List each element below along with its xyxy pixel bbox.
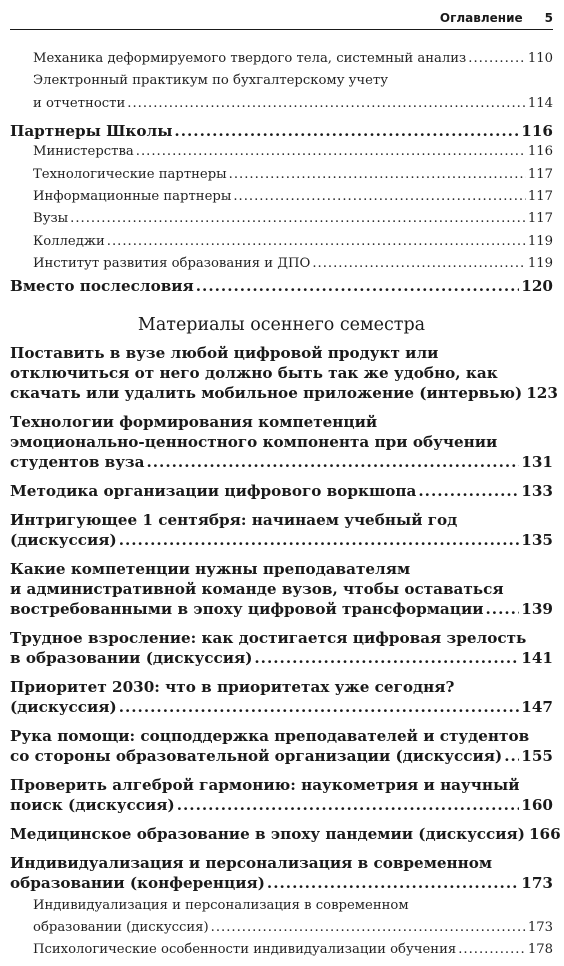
toc-entry[interactable] [10,628,553,668]
toc-entry-page-number: 116 [521,122,553,141]
toc-entry[interactable] [10,481,553,501]
toc-entry-title-line: Министерства [33,144,134,160]
toc-entry[interactable] [10,895,553,940]
dot-leader [458,939,526,961]
toc-entry-title-line: Электронный практикум по бухгалтерскому учету [33,73,388,89]
toc-entry[interactable] [10,70,553,115]
toc-entry-page-number: 139 [521,599,553,618]
toc-entry-title-line: Рука помощи: соцподдержка преподавателей и студентов [10,726,530,745]
dot-leader [119,530,520,550]
dot-leader [254,648,519,668]
toc-entry-page-number: 117 [527,189,553,205]
toc-entry[interactable] [10,853,553,893]
toc-entry-title-line: Интригующее 1 сентября: начинаем учебный год [10,510,458,529]
toc-entry-last-line [10,276,553,296]
toc-entry-page-number: 116 [527,144,553,160]
toc-entry-last-line [10,121,553,141]
toc-entry-title-line: в образовании (дискуссия) [10,648,253,667]
toc-entry-title-line: (дискуссия) [10,697,117,716]
dot-leader [267,873,519,893]
toc-entry-last-line [10,824,561,844]
toc-entry-last-line [10,697,553,717]
toc-entry-title-line: Поставить в вузе любой цифровой продукт или [10,343,439,362]
section-heading: Материалы осеннего семестра [137,314,426,335]
dot-leader [107,231,526,253]
toc-entry-title-line: отключиться от него должно быть так же удобно, как [10,363,498,382]
running-header [10,0,553,30]
toc-entry-last-line [33,186,553,208]
toc-entry-page-number: 117 [527,166,553,182]
toc-entry-last-line [33,917,553,939]
toc-entry[interactable] [10,231,553,253]
toc-entry-last-line [33,48,553,70]
toc-entry-last-line [33,164,553,186]
toc-entry-last-line [10,648,553,668]
toc-entry[interactable] [10,559,553,619]
toc-entry-page-number: 119 [527,256,553,272]
toc-entry-title-line: Проверить алгеброй гармонию: наукометрия и научный [10,775,520,794]
toc-entry-title-line: эмоционально-ценностного компонента при обучении [10,432,498,451]
toc-entry-last-line [33,231,553,253]
toc-entry-page-number: 123 [526,383,558,402]
toc-entry-page-number: 173 [527,920,553,936]
dot-leader [177,795,520,815]
toc-entry-title-line: Технологические партнеры [33,166,227,182]
toc-entry-title-line: со стороны образовательной организации (дискуссия) [10,746,503,765]
toc-entry[interactable] [10,141,553,163]
dot-leader [127,93,526,115]
table-of-contents [10,48,561,962]
toc-top-group [10,48,553,296]
toc-entry[interactable] [10,824,561,844]
toc-entry-last-line [10,795,553,815]
toc-entry[interactable] [10,677,553,717]
dot-leader [468,48,526,70]
dot-leader [196,276,520,296]
toc-entry-title-line: Индивидуализация и персонализация в современном [33,897,409,913]
toc-entry[interactable] [10,121,553,141]
toc-entry-page-number: 155 [521,746,553,765]
toc-entry-page-number: 147 [521,697,553,716]
toc-entry[interactable] [10,186,553,208]
toc-entry-page-number: 110 [527,51,553,66]
toc-entry-last-line [10,452,553,472]
toc-entry-page-number: 117 [527,211,553,227]
toc-entry[interactable] [10,510,553,550]
dot-leader [504,746,519,766]
toc-entry-page-number: 178 [527,942,553,958]
dot-leader [229,164,526,186]
dot-leader [233,186,526,208]
dot-leader [174,121,519,141]
dot-leader [136,141,526,163]
header-page-number: 5 [544,11,553,25]
toc-entry-page-number: 166 [528,824,561,843]
toc-entry-title-line: Механика деформируемого твердого тела, системный анализ [33,51,467,66]
toc-entry-title-line: Партнеры Школы [10,122,173,141]
dot-leader [146,452,519,472]
toc-entry-last-line [10,599,553,619]
header-section-title: Оглавление [439,11,523,25]
toc-entry[interactable] [10,253,553,275]
toc-entry-last-line [33,253,553,275]
toc-entry-title-line: и отчетности [33,95,126,111]
toc-entry-page-number: 119 [527,233,553,249]
toc-entry[interactable] [10,939,553,961]
toc-entry-page-number: 135 [521,530,553,549]
dot-leader [312,253,526,275]
toc-entry-last-line [10,530,553,550]
toc-entry-title-line: образовании (конференция) [10,873,265,892]
toc-entry-title-line: Колледжи [33,233,105,249]
toc-entry-page-number: 120 [521,276,553,295]
toc-entry-title-line: Методика организации цифрового воркшопа [10,481,417,500]
dot-leader [211,917,526,939]
dot-leader [486,599,520,619]
toc-entry-title-line: Информационные партнеры [33,189,232,205]
toc-entry-title-line: Какие компетенции нужны преподавателям [10,559,411,578]
toc-entry-last-line [10,746,553,766]
toc-entry[interactable] [10,48,553,70]
toc-entry[interactable] [10,412,553,472]
toc-entry[interactable] [10,164,553,186]
toc-entry-page-number: 160 [521,795,553,814]
toc-entry[interactable] [10,775,553,815]
toc-entry-page-number: 173 [521,873,553,892]
toc-entry-title-line: образовании (дискуссия) [33,920,209,936]
toc-entry-title-line: Индивидуализация и персонализация в современном [10,853,493,872]
toc-entry[interactable] [10,276,553,296]
toc-entry-title-line: и административной команде вузов, чтобы оставаться [10,579,504,598]
toc-entry-last-line [33,208,553,230]
toc-entry-last-line [10,481,553,501]
dot-leader [119,697,520,717]
toc-entry-title-line: Психологические особенности индивидуализации обучения [33,942,457,958]
toc-entry-page-number: 114 [527,95,553,111]
toc-entry-title-line: студентов вуза [10,452,145,471]
toc-entry-title-line: Вместо послесловия [10,276,194,295]
toc-entry[interactable] [10,343,558,403]
toc-entry-last-line [33,939,553,961]
toc-entry-title-line: Приоритет 2030: что в приоритетах уже сегодня? [10,677,455,696]
toc-entry-title-line: Технологии формирования компетенций [10,412,378,431]
toc-entry-title-line: (дискуссия) [10,530,117,549]
toc-entry-title-line: Трудное взросление: как достигается цифровая зрелость [10,628,527,647]
toc-entry-title-line: востребованными в эпоху цифровой трансформации [10,599,484,618]
toc-entry-page-number: 131 [521,452,553,471]
toc-bottom-group [10,343,561,962]
toc-entry-page-number: 133 [521,481,553,500]
dot-leader [70,208,526,230]
toc-entry-title-line: поиск (дискуссия) [10,795,175,814]
toc-entry-title-line: скачать или удалить мобильное приложение (интервью) [10,383,523,402]
toc-entry-page-number: 141 [521,648,553,667]
toc-entry-title-line: Вузы [33,211,69,227]
toc-entry[interactable] [10,208,553,230]
toc-entry-title-line: Институт развития образования и ДПО [33,256,311,272]
toc-entry-last-line [10,873,553,893]
toc-entry[interactable] [10,726,553,766]
toc-entry-last-line [33,141,553,163]
toc-entry-last-line [33,93,553,115]
toc-entry-last-line [10,383,558,403]
toc-entry-title-line: Медицинское образование в эпоху пандемии (дискуссия) [10,824,525,843]
dot-leader [418,481,519,501]
